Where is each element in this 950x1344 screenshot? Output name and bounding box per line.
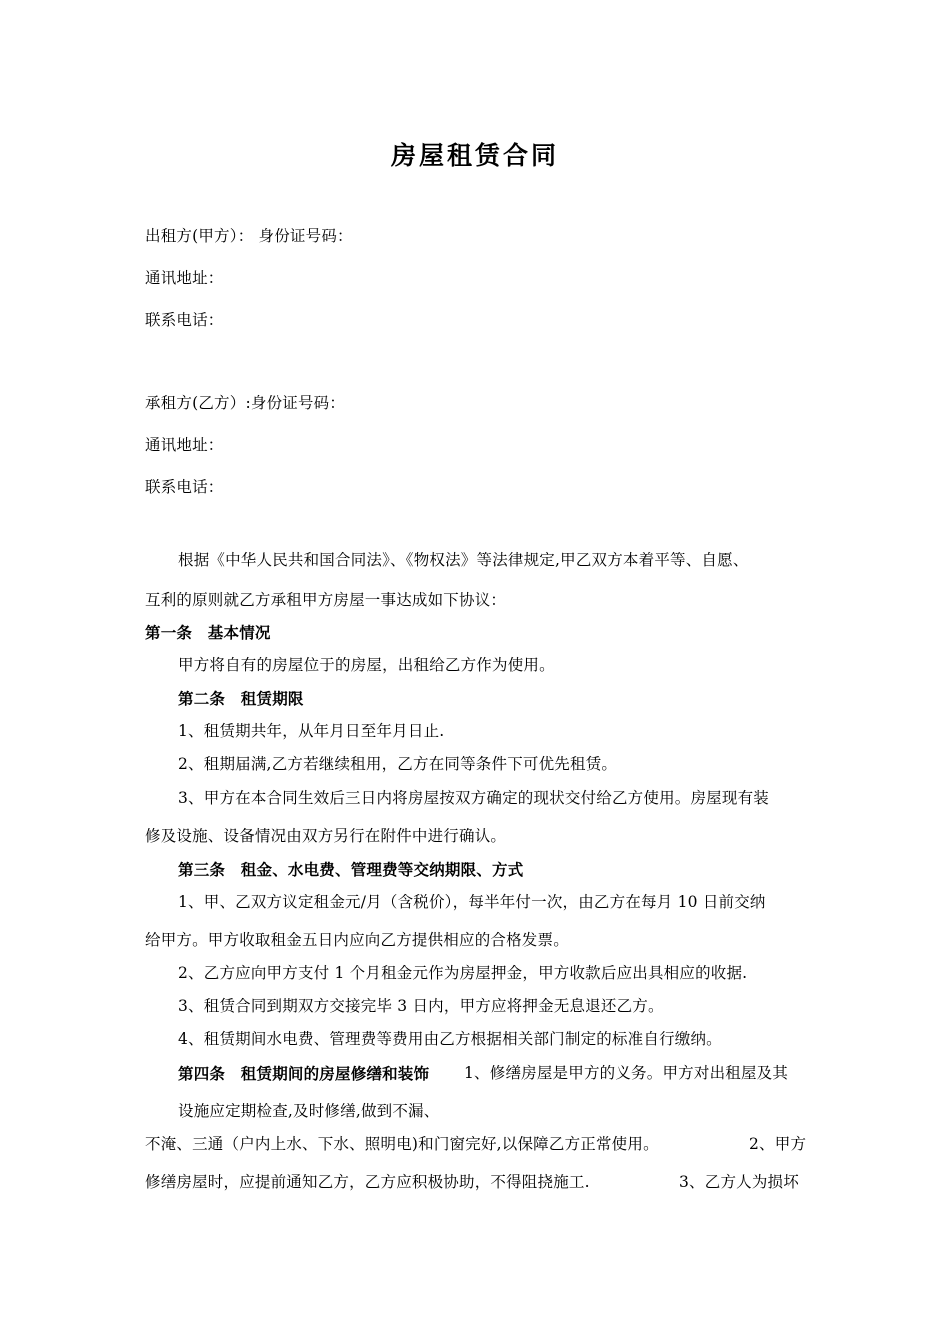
article-2-item-2: 2、租期届满,乙方若继续租用，乙方在同等条件下可优先租赁。 [178, 755, 618, 773]
article-4-heading: 第四条 租赁期间的房屋修缮和装饰 [178, 1064, 430, 1083]
article-4-line-1: 1、修缮房屋是甲方的义务。甲方对出租屋及其 [464, 1064, 789, 1082]
article-3-item-1-line-2: 给甲方。甲方收取租金五日内应向乙方提供相应的合格发票。 [145, 931, 569, 949]
article-4-line-3: 不淹、三通（户内上水、下水、照明电)和门窗完好,以保障乙方正常使用。 [145, 1135, 659, 1153]
article-4-line-2: 设施应定期检查,及时修缮,做到不漏、 [178, 1102, 440, 1120]
article-3-item-2: 2、乙方应向甲方支付 1 个月租金元作为房屋押金，甲方收款后应出具相应的收据. [178, 964, 748, 982]
article-3-item-3: 3、租赁合同到期双方交接完毕 3 日内，甲方应将押金无息退还乙方。 [178, 997, 664, 1015]
article-2-item-1: 1、租赁期共年，从年月日至年月日止. [178, 722, 445, 740]
article-3-heading: 第三条 租金、水电费、管理费等交纳期限、方式 [178, 860, 524, 879]
article-3-item-4: 4、租赁期间水电费、管理费等费用由乙方根据相关部门制定的标准自行缴纳。 [178, 1030, 722, 1048]
intro-line-2: 互利的原则就乙方承租甲方房屋一事达成如下协议： [145, 591, 507, 609]
article-2-item-3-line-1: 3、甲方在本合同生效后三日内将房屋按双方确定的现状交付给乙方使用。房屋现有装 [178, 789, 769, 807]
article-1-text: 甲方将自有的房屋位于的房屋，出租给乙方作为使用。 [178, 656, 555, 674]
party-b-line: 承租方(乙方）:身份证号码： [145, 394, 346, 412]
party-b-address: 通讯地址： [145, 436, 224, 454]
party-b-phone: 联系电话： [145, 478, 224, 496]
party-a-phone: 联系电话： [145, 311, 224, 329]
article-1-heading: 第一条 基本情况 [145, 623, 271, 642]
intro-line-1: 根据《中华人民共和国合同法》、《物权法》等法律规定,甲乙双方本着平等、自愿、 [178, 551, 749, 569]
article-3-item-1-line-1: 1、甲、乙双方议定租金元/月（含税价），每半年付一次，由乙方在每月 10 日前交纳 [178, 893, 766, 911]
party-a-address: 通讯地址： [145, 269, 224, 287]
article-2-heading: 第二条 租赁期限 [178, 689, 304, 708]
page-title: 房屋租赁合同 [390, 141, 559, 170]
article-2-item-3-line-2: 修及设施、设备情况由双方另行在附件中进行确认。 [145, 827, 507, 845]
article-4-line-3-item-2: 2、甲方 [749, 1135, 807, 1153]
party-a-line: 出租方(甲方）： 身份证号码： [145, 227, 353, 245]
article-4-line-4: 修缮房屋时，应提前通知乙方，乙方应积极协助，不得阻挠施工. [145, 1173, 590, 1191]
article-4-line-4-item-3: 3、乙方人为损坏 [679, 1173, 799, 1191]
